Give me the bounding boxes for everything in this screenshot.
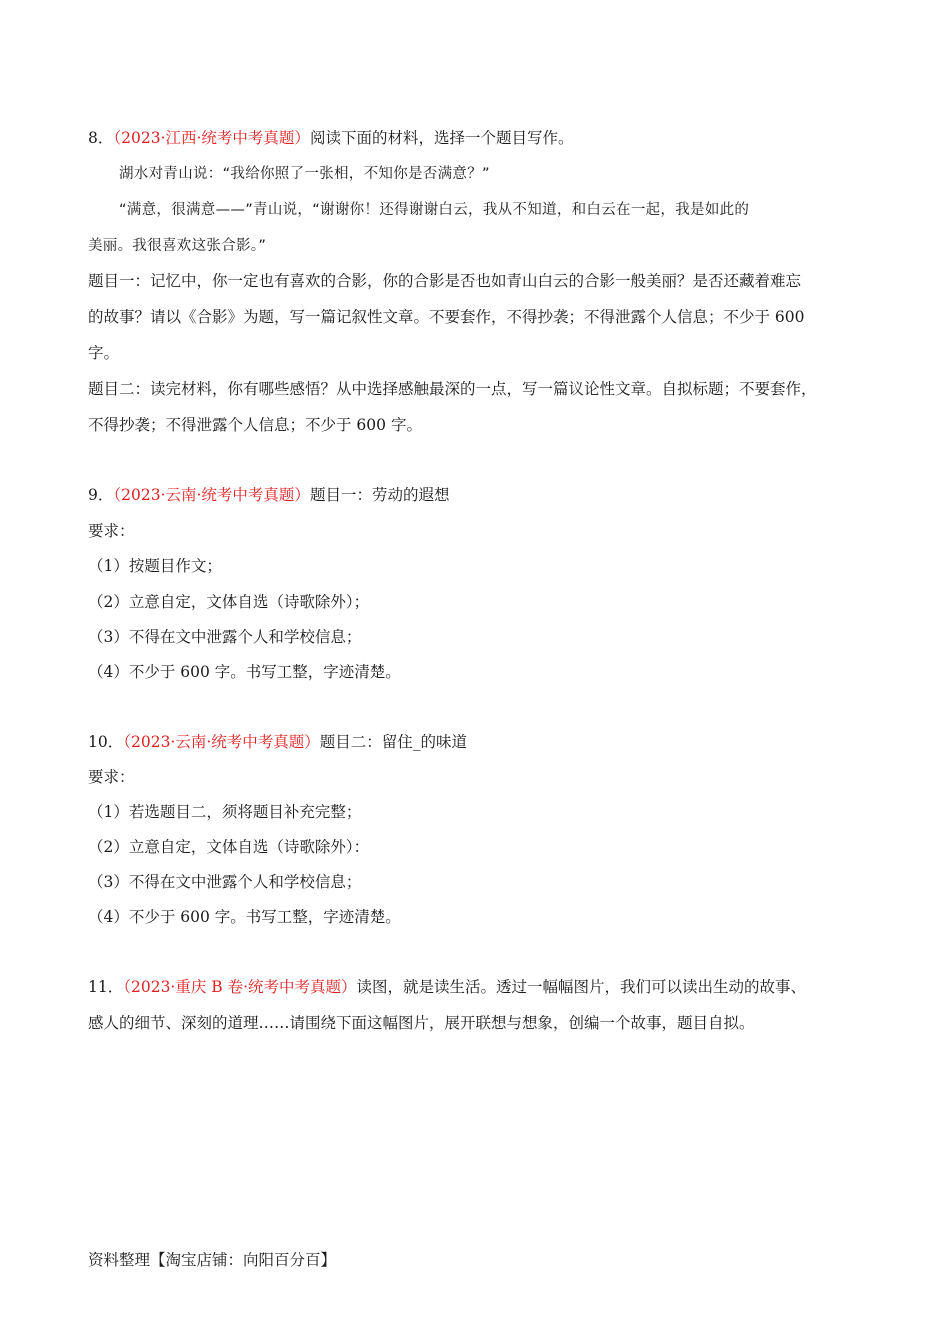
- question-11-header: [88, 977, 806, 997]
- topic-one-text: 字。: [88, 344, 120, 362]
- requirements-label: 要求：: [88, 522, 135, 540]
- question-stem: 读图，就是读生活。透过一幅幅图片，我们可以读出生动的故事、: [356, 978, 807, 996]
- question-source: （2023·江西·统考中考真题）: [113, 129, 310, 147]
- question-9-header: [88, 485, 449, 505]
- topic-two-text: 不得抄袭；不得泄露个人信息；不少于 600 字。: [88, 416, 422, 434]
- requirement-item: （1）若选题目二，须将题目补充完整；: [88, 803, 362, 821]
- requirement-item: （3）不得在文中泄露个人和学校信息；: [88, 873, 362, 891]
- question-number: 9．: [88, 486, 114, 504]
- question-number: 10．: [88, 733, 124, 751]
- topic-two-text: 题目二：读完材料，你有哪些感悟？从中选择感触最深的一点，写一篇议论性文章。自拟标题；不要套作，: [88, 380, 817, 398]
- requirement-item: （2）立意自定，文体自选（诗歌除外）：: [88, 838, 370, 856]
- question-stem: 题目一：劳动的遐想: [309, 486, 450, 504]
- question-stem: 题目二：留住_的味道: [319, 733, 468, 751]
- question-source: （2023·重庆 B 卷·统考中考真题）: [123, 978, 357, 996]
- material-line: 湖水对青山说：“我给你照了一张相，不知你是否满意？”: [119, 166, 490, 182]
- material-line: 美丽。我很喜欢这张合影。”: [88, 238, 267, 254]
- question-10-header: [88, 732, 467, 752]
- topic-one-text: 的故事？请以《合影》为题，写一篇记叙性文章。不要套作，不得抄袭；不得泄露个人信息；不少于 600: [88, 308, 805, 326]
- requirement-item: （2）立意自定，文体自选（诗歌除外）；: [88, 593, 370, 611]
- requirement-item: （3）不得在文中泄露个人和学校信息；: [88, 628, 362, 646]
- requirement-item: （4）不少于 600 字。书写工整，字迹清楚。: [88, 908, 401, 926]
- question-number: 8．: [88, 129, 114, 147]
- requirement-item: （4）不少于 600 字。书写工整，字迹清楚。: [88, 663, 401, 681]
- topic-one-text: 题目一：记忆中，你一定也有喜欢的合影，你的合影是否也如青山白云的合影一般美丽？是否还藏着难忘: [88, 272, 802, 290]
- page-footer: 资料整理【淘宝店铺：向阳百分百】: [88, 1251, 337, 1269]
- question-stem: 阅读下面的材料，选择一个题目写作。: [309, 129, 574, 147]
- question-stem-continued: 感人的细节、深刻的道理……请围绕下面这幅图片，展开联想与想象，创编一个故事，题目自拟。: [88, 1014, 755, 1032]
- question-8-header: [88, 128, 573, 148]
- requirements-label: 要求：: [88, 768, 135, 786]
- material-line: “满意，很满意——”青山说，“谢谢你！还得谢谢白云，我从不知道，和白云在一起，我是如此的: [119, 202, 750, 218]
- question-source: （2023·云南·统考中考真题）: [113, 486, 310, 504]
- requirement-item: （1）按题目作文；: [88, 557, 222, 575]
- question-number: 11．: [88, 978, 124, 996]
- question-source: （2023·云南·统考中考真题）: [123, 733, 320, 751]
